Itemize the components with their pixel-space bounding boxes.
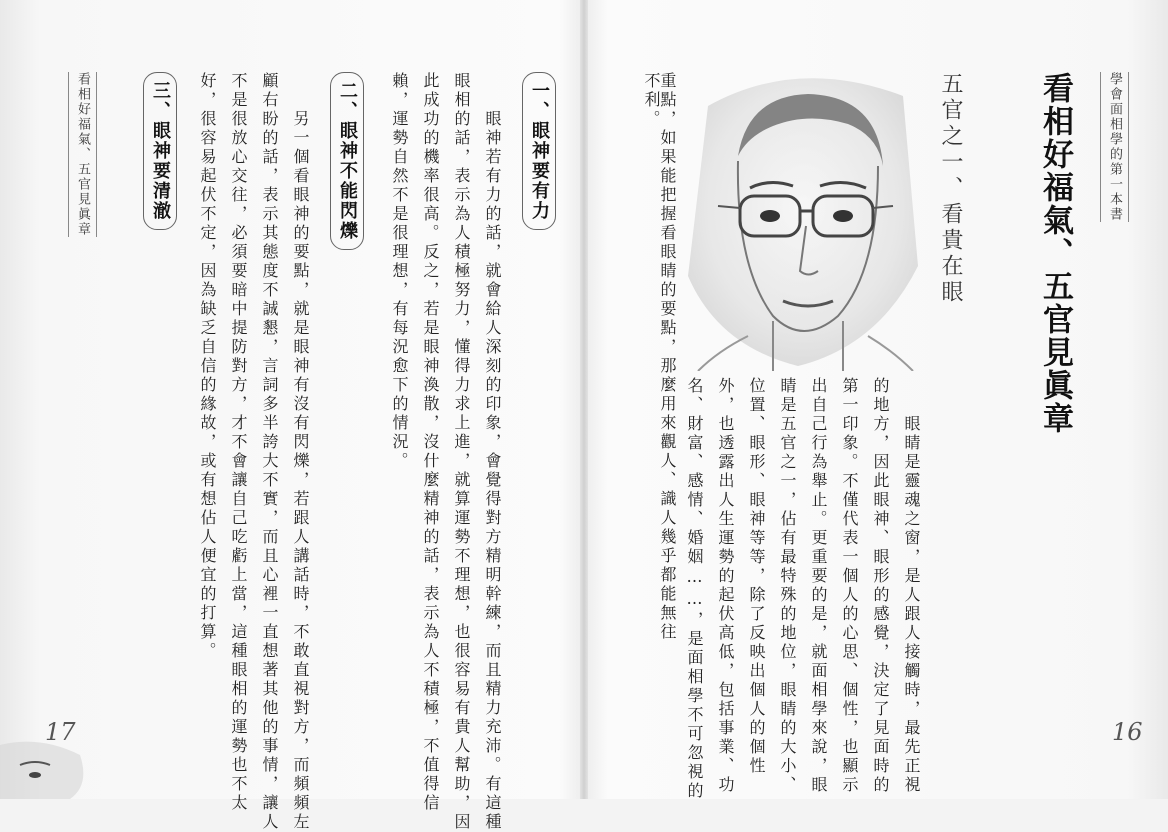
section-text-column: 眼相的話，表示為人積極努力，懂得力求上進，就算運勢不理想，也很容易有貴人幫助，因 (452, 72, 471, 832)
section-text-column: 眼神若有力的話，就會給人深刻的印象，會覺得對方精明幹練，而且精力充沛。有這種 (483, 110, 502, 832)
face-sketch-illustration (678, 66, 923, 371)
intro-text-column: 位置、眼形、眼神等等，除了反映出個人的個性 (747, 377, 766, 776)
section-heading: 一、眼神要有力 (522, 72, 556, 230)
intro-text-column: 出自己行為舉止。更重要的是，就面相學來說，眼 (809, 377, 828, 795)
intro-text-column: 眼睛是靈魂之窗，是人跟人接觸時，最先正視 (902, 415, 921, 795)
section-text-column: 顧右盼的話，表示其態度不誠懇，言詞多半誇大不實，而且心裡一直想著其他的事情，讓人 (260, 72, 279, 832)
section-text-column: 賴，運勢自然不是很理想，有每況愈下的情況。 (390, 72, 409, 471)
corner-face-sketch (0, 735, 90, 799)
section-text-column: 好，很容易起伏不定，因為缺乏自信的緣故，或有想佔人便宜的打算。 (198, 72, 217, 661)
section-text-column: 不是很放心交往，必須要暗中提防對方，才不會讓自己吃虧上當，這種眼相的運勢也不太 (229, 72, 248, 813)
intro-text-column: 名、財富、感情、婚姻……，是面相學不可忽視的 (685, 377, 704, 801)
intro-text-column: 外，也透露出人生運勢的起伏高低，包括事業、功 (716, 377, 735, 795)
running-head-left: 看相好福氣、五官見眞章 (68, 72, 97, 237)
section-text-column: 另一個看眼神的要點，就是眼神有沒有閃爍，若跟人講話時，不敢直視對方，而頻頻左 (291, 110, 310, 832)
intro-text-column: 睛是五官之一，佔有最特殊的地位，眼睛的大小、 (778, 377, 797, 795)
section-heading: 二、眼神不能閃爍 (330, 72, 364, 250)
running-head-right: 學會面相學的第一本書 (1100, 72, 1129, 222)
intro-text-column: 的地方，因此眼神、眼形的感覺，決定了見面時的 (871, 377, 890, 795)
page-number-right: 16 (1112, 718, 1143, 746)
intro-text-column: 重點，如果能把握看眼睛的要點，那麼用來觀人、識人幾乎都能無往不利。 (642, 72, 677, 642)
page-number-left: 17 (45, 718, 76, 746)
section-subtitle: 五官之一、看貴在眼 (938, 72, 963, 306)
section-text-column: 此成功的機率很高。反之，若是眼神渙散，沒什麼精神的話，表示為人不積極，不值得信 (421, 72, 440, 813)
book-gutter (580, 0, 588, 799)
chapter-title: 看相好福氣、五官見眞章 (1037, 72, 1073, 435)
intro-text-column: 第一印象。不僅代表一個人的心思、個性，也顯示 (840, 377, 859, 795)
section-heading: 三、眼神要清澈 (143, 72, 177, 230)
